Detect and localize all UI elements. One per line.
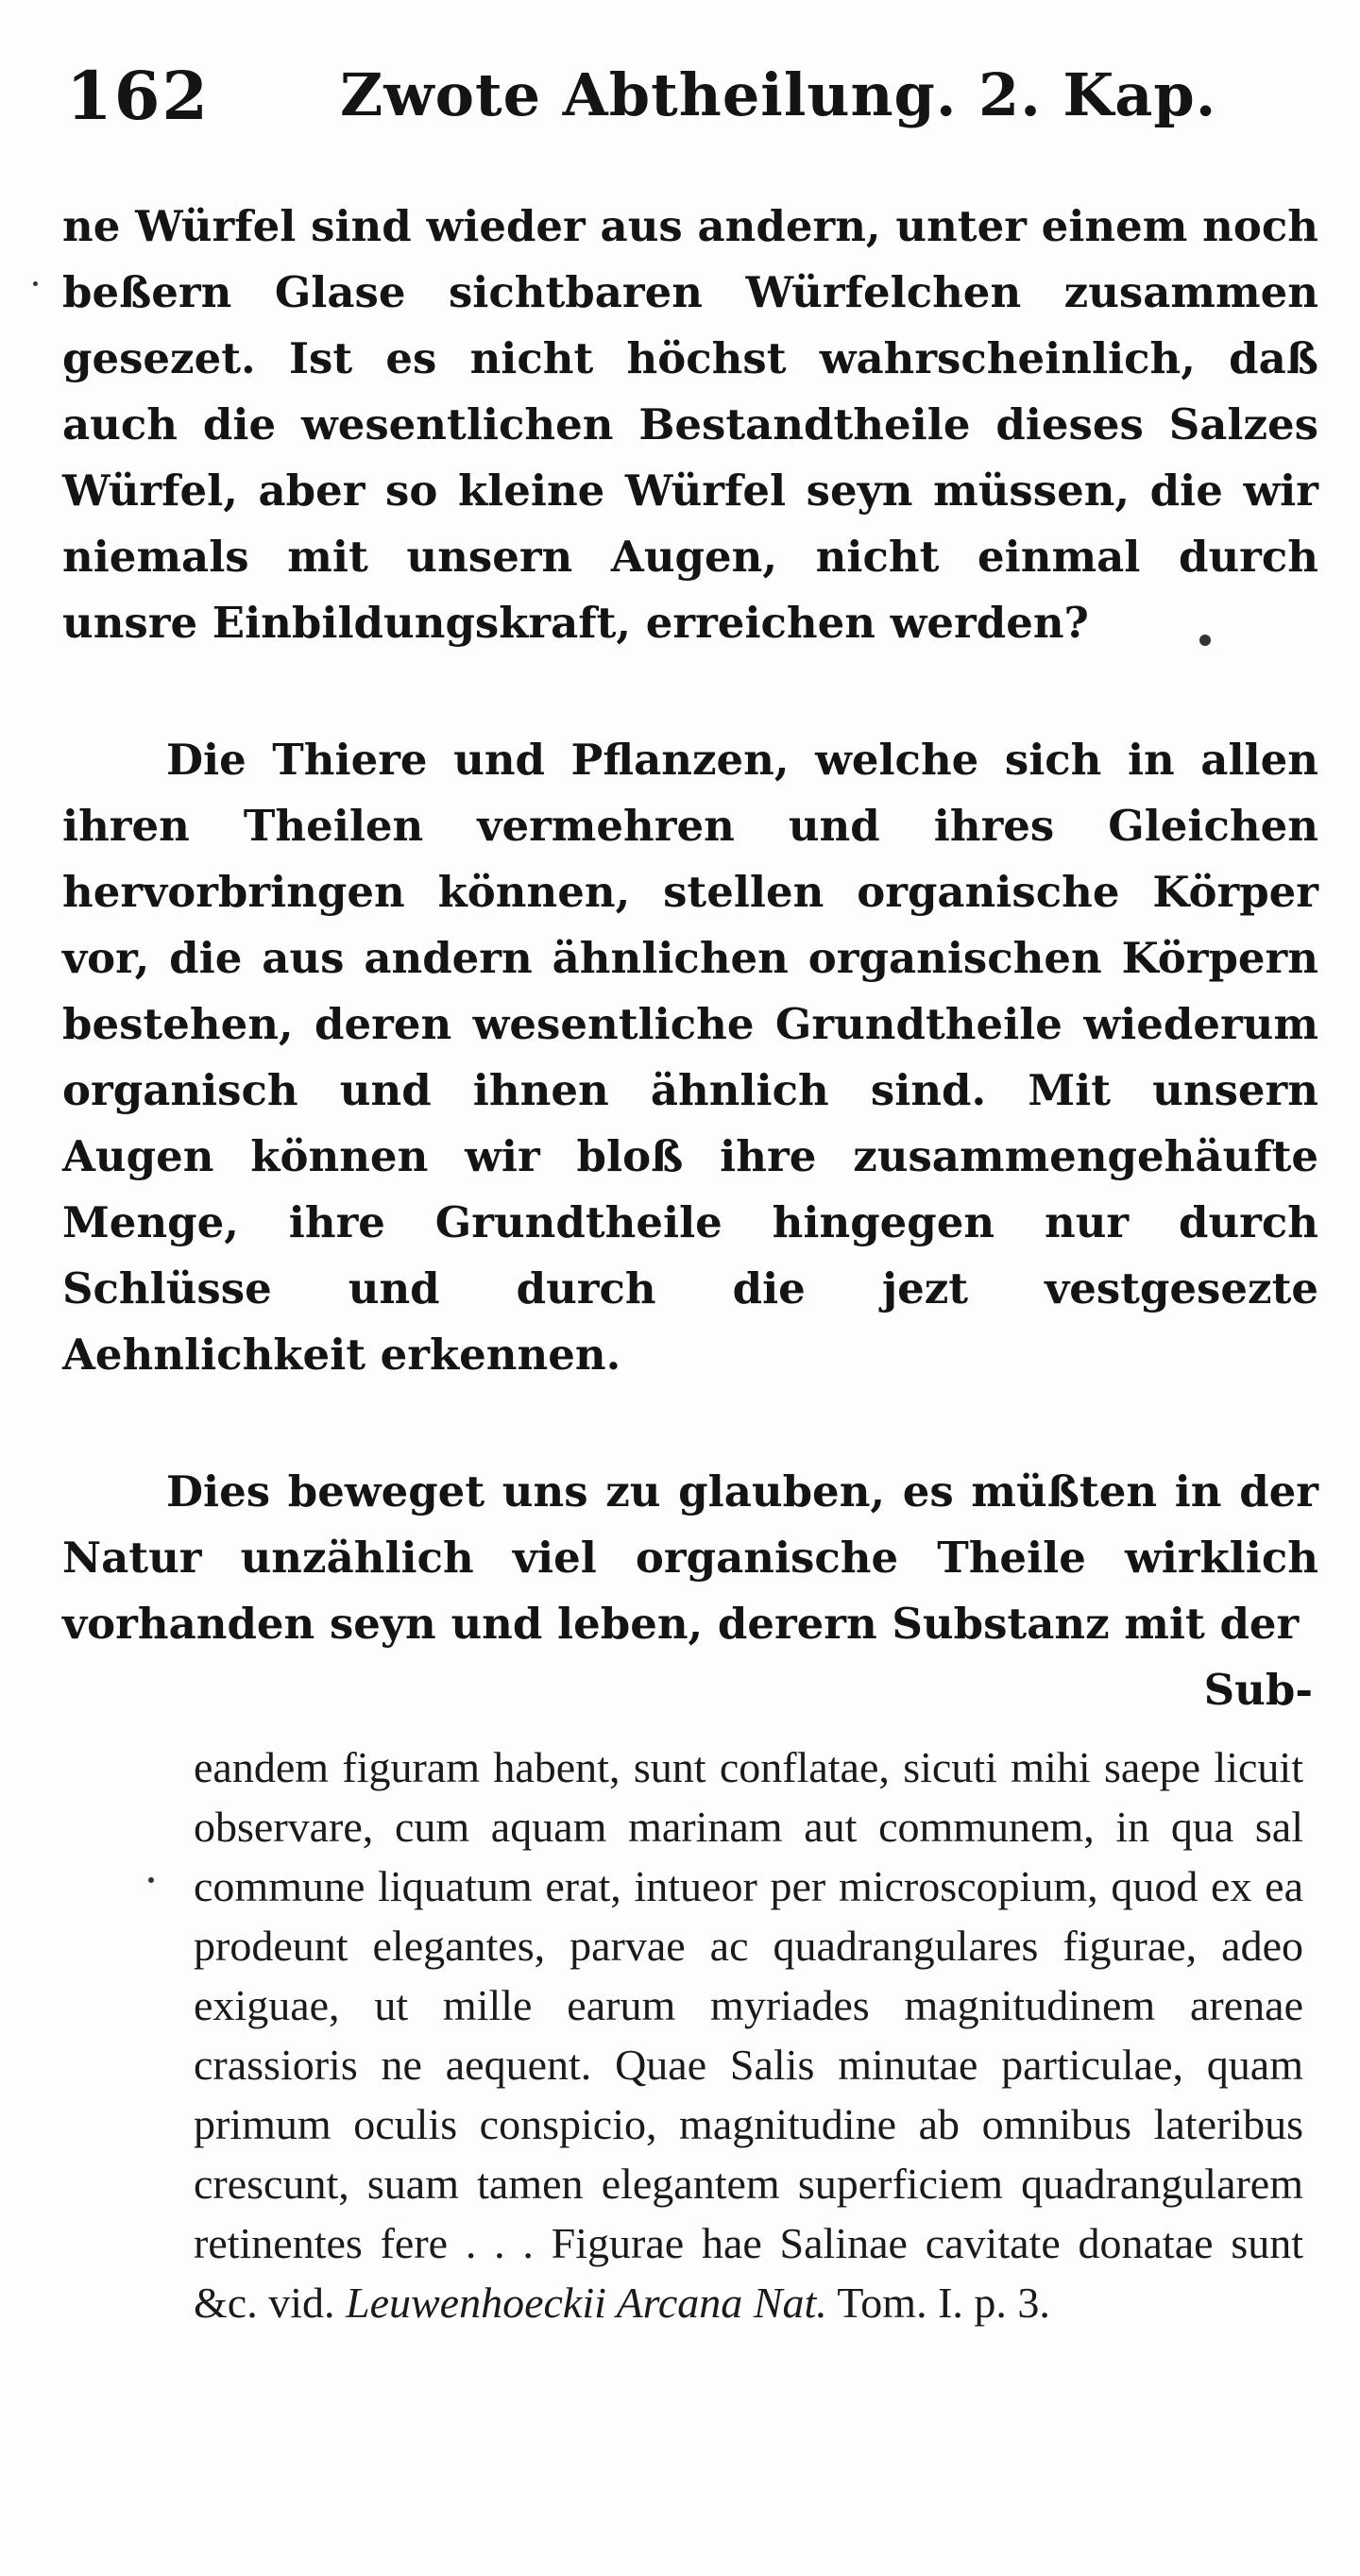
ink-speck [1199,635,1211,646]
catchword: Sub- [1203,1665,1313,1715]
paragraph-1: ne Würfel sind wieder aus andern, unter einem noch beßern Glase sichtbaren Würfelchen zusammen gesezet. Ist es nicht höchst wahrscheinlich, daß auch die wesentlichen Bestandtheile dieses Salzes Würfel, aber so kleine Würfel seyn müssen, die wir niemals mit unsern Augen, nicht einmal durch unsre Einbildungskraft, erreichen werden? [62,201,1318,648]
footnote [194,1737,1303,2332]
ink-speck [33,281,38,286]
paragraph-2: Die Thiere und Pflanzen, welche sich in allen ihren Theilen vermehren und ihres Gleichen hervorbringen können, stellen organische Körper vor, die aus andern ähnlichen organischen Körpern bestehen, deren wesentliche Grundtheile wiederum organisch und ihnen ähnlich sind. Mit unsern Augen können wir bloß ihre zusammengehäufte Menge, ihre Grundtheile hingegen nur durch Schlüsse und durch die jezt vestgesezte Aehnlichkeit erkennen. [62,735,1318,1380]
running-title: Zwote Abtheilung. 2. Kap. [340,60,1217,129]
paragraph-3: Dies beweget uns zu glauben, es müßten in der Natur unzählich viel organische Theile wirklich vorhanden seyn und leben, derern Substanz mit der [62,1466,1318,1649]
ink-speck [148,1877,154,1883]
running-header [66,57,1313,151]
footnote-body: eandem figuram habent, sunt conflatae, sicuti mihi saepe licuit observare, cum aquam marinam aut communem, in qua sal commune liquatum erat, intueor per microscopium, quod ex ea prodeunt elegantes, parvae ac quadrangulares figurae, adeo exiguae, ut mille earum myriades magnitudinem arenae crassioris ne aequent. Quae Salis minutae particulae, quam primum oculis conspicio, magnitudine ab omnibus lateribus crescunt, suam tamen elegantem superficiem quadrangularem retinentes fere . . . Figurae hae Salinae cavitate donatae sunt &c. vid. [194,1743,1303,2327]
footnote-citation-location: Tom. I. p. 3. [837,2279,1050,2327]
footnote-citation-work: Leuwenhoeckii Arcana Nat. [345,2279,827,2327]
main-text [62,194,1318,1723]
page-number: 162 [66,57,211,135]
footnote-text [194,1737,1303,2332]
